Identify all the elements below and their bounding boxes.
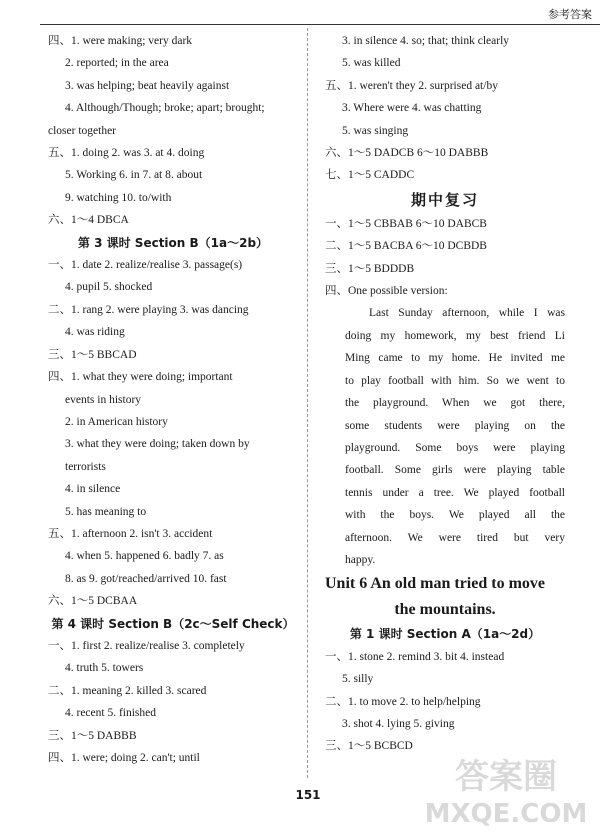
- right-answer-line: 四、One possible version:: [325, 285, 448, 298]
- left-answer-line: 六、1～5 DCBAA: [48, 595, 138, 608]
- left-answer-line: 四、1. were making; very dark: [48, 35, 193, 47]
- left-answer-line: 8. as 9. got/reached/arrived 10. fast: [65, 572, 227, 585]
- left-answer-line: 二、1. rang 2. were playing 3. was dancing: [48, 303, 249, 316]
- right-column: [325, 30, 565, 758]
- right-answer-line: Ming came to my home. He invited me: [345, 352, 565, 365]
- right-answer-line: the playground. When we got there,: [345, 397, 565, 410]
- left-answer-line: 二、1. meaning 2. killed 3. scared: [48, 684, 207, 697]
- right-answer-line: 三、1～5 BCBCD: [325, 740, 413, 753]
- right-answer-line: 七、1～5 CADDC: [325, 169, 415, 182]
- right-answer-line: tennis under a tree. We played football: [345, 486, 565, 499]
- right-answer-line: 二、1. to move 2. to help/helping: [325, 695, 481, 708]
- right-answer-line: 期中复习: [410, 190, 479, 209]
- right-answer-line: 第 1 课时 Section A（1a～2d）: [349, 627, 541, 642]
- left-answer-line: 五、1. afternoon 2. isn't 3. accident: [48, 527, 213, 540]
- right-answer-line: Unit 6 An old man tried to move: [325, 575, 545, 593]
- left-answer-line: 5. Working 6. in 7. at 8. about: [65, 169, 203, 182]
- right-answer-line: 3. Where were 4. was chatting: [342, 102, 482, 115]
- left-answer-line: 六、1～4 DBCA: [48, 214, 129, 227]
- left-answer-line: 三、1～5 DABBB: [48, 729, 137, 742]
- left-answer-line: 第 3 课时 Section B（1a～2b）: [77, 235, 269, 250]
- right-answer-line: 3. in silence 4. so; that; think clearly: [342, 35, 510, 47]
- right-answer-line: some students were playing on the: [345, 419, 565, 432]
- right-answer-line: to play football with him. So we went to: [345, 374, 565, 387]
- right-answer-line: with the boys. We played all the: [345, 509, 565, 522]
- left-answer-line: 3. was helping; beat heavily against: [65, 79, 230, 92]
- right-answer-line: 5. silly: [342, 673, 374, 686]
- svg-text:MXQE.COM: MXQE.COM: [424, 799, 588, 828]
- right-answer-line: playground. Some boys were playing: [345, 441, 565, 454]
- right-answer-line: afternoon. We were tired but very: [345, 531, 565, 544]
- left-answer-line: 四、1. were; doing 2. can't; until: [48, 752, 200, 764]
- watermark-logo: [416, 750, 596, 828]
- right-answer-line: the mountains.: [394, 601, 496, 619]
- left-answer-line: 4. in silence: [65, 483, 121, 496]
- left-answer-line: 4. when 5. happened 6. badly 7. as: [65, 550, 224, 563]
- left-answer-line: 第 4 课时 Section B（2c～Self Check）: [51, 616, 295, 631]
- left-answer-line: 5. has meaning to: [65, 505, 147, 518]
- left-answer-line: 2. in American history: [65, 415, 168, 428]
- left-answer-line: 4. truth 5. towers: [65, 662, 144, 675]
- left-answer-line: 4. pupil 5. shocked: [65, 281, 153, 294]
- svg-text:答案圈: 答案圈: [455, 757, 557, 797]
- right-answer-line: 3. shot 4. lying 5. giving: [342, 717, 455, 730]
- right-answer-line: 一、1～5 CBBAB 6～10 DABCB: [325, 217, 487, 230]
- left-answer-line: 4. recent 5. finished: [65, 707, 157, 720]
- right-answer-line: Last Sunday afternoon, while I was: [369, 307, 565, 320]
- left-answer-line: 2. reported; in the area: [65, 57, 169, 70]
- left-answer-line: 四、1. what they were doing; important: [48, 371, 233, 384]
- left-answer-line: 一、1. first 2. realize/realise 3. completely: [48, 639, 245, 652]
- left-answer-line: closer together: [48, 124, 117, 137]
- left-answer-line: 五、1. doing 2. was 3. at 4. doing: [48, 147, 205, 160]
- right-answer-line: football. Some girls were playing table: [345, 464, 565, 477]
- right-answer-line: 三、1～5 BDDDB: [325, 262, 415, 275]
- left-column: [48, 30, 298, 769]
- page-header-title: 参考答案: [548, 8, 592, 21]
- right-answer-line: 六、1～5 DADCB 6～10 DABBB: [325, 147, 489, 160]
- left-answer-line: events in history: [65, 393, 142, 406]
- right-answer-line: happy.: [345, 553, 376, 566]
- right-answer-line: 二、1～5 BACBA 6～10 DCBDB: [325, 240, 487, 253]
- right-answer-line: 一、1. stone 2. remind 3. bit 4. instead: [325, 650, 505, 663]
- left-answer-line: terrorists: [65, 460, 106, 473]
- left-answer-line: 4. was riding: [65, 326, 125, 339]
- left-answer-line: 3. what they were doing; taken down by: [65, 438, 250, 451]
- right-answer-line: 5. was killed: [342, 57, 401, 70]
- right-answer-line: 5. was singing: [342, 124, 409, 137]
- right-answer-line: doing my homework, my best friend Li: [345, 329, 565, 342]
- left-answer-line: 三、1～5 BBCAD: [48, 348, 137, 361]
- column-divider: [307, 28, 308, 778]
- page-number: 151: [295, 788, 321, 802]
- right-answer-line: 五、1. weren't they 2. surprised at/by: [325, 79, 498, 92]
- left-answer-line: 4. Although/Though; broke; apart; brought;: [65, 102, 265, 115]
- header-rule: [40, 24, 600, 25]
- left-answer-line: 一、1. date 2. realize/realise 3. passage(s): [48, 259, 243, 272]
- left-answer-line: 9. watching 10. to/with: [65, 191, 172, 204]
